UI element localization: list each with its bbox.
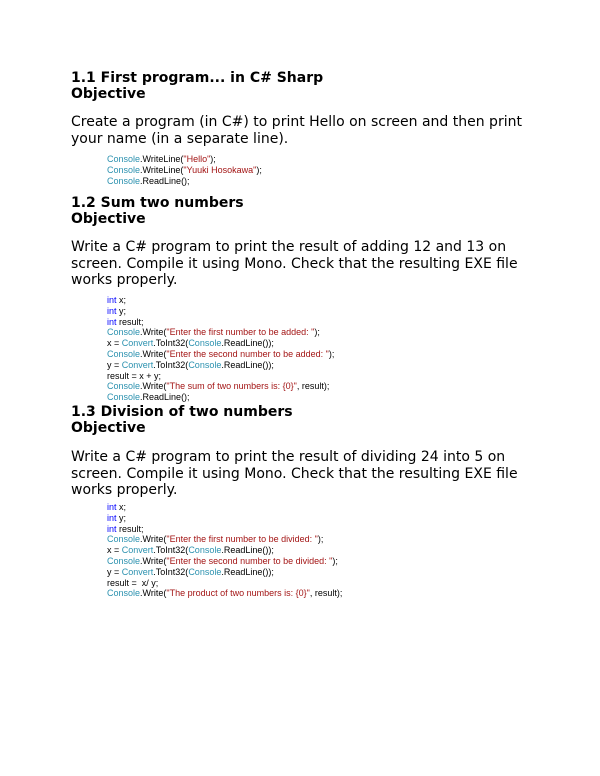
code-line <box>107 502 342 513</box>
code-token: "Enter the first number to be added: " <box>166 327 315 338</box>
code-line <box>107 545 342 556</box>
code-token: .Write( <box>140 327 167 338</box>
code-token: .ReadLine()); <box>221 338 274 349</box>
section-2-heading <box>71 195 541 227</box>
code-token: Console <box>188 566 222 577</box>
code-token: int <box>107 502 117 512</box>
code-token: int <box>107 305 117 316</box>
code-line <box>107 567 342 578</box>
code-line <box>107 154 262 165</box>
code-line <box>107 176 262 187</box>
code-token: int <box>107 512 117 523</box>
code-token: "Enter the second number to be added: " <box>166 348 329 359</box>
code-token: "The product of two numbers is: {0}" <box>166 588 310 599</box>
code-token: Console <box>188 338 222 349</box>
code-token: int <box>107 316 117 327</box>
code-token: "Hello" <box>183 154 211 164</box>
code-line <box>107 588 342 599</box>
code-token: Convert <box>121 359 154 370</box>
code-token: .ReadLine(); <box>140 392 190 403</box>
code-block <box>107 502 342 599</box>
section-subtitle: Objective <box>71 211 146 227</box>
code-line <box>107 165 262 176</box>
code-line <box>107 360 334 371</box>
section-title: 1.3 Division of two numbers <box>71 404 293 420</box>
code-token: Console <box>107 327 141 338</box>
code-token: Console <box>188 359 222 370</box>
code-token: Console <box>107 588 141 599</box>
code-token: .ToInt32( <box>153 545 189 556</box>
code-token: int <box>107 523 117 534</box>
code-token: y = <box>107 566 122 577</box>
code-line <box>107 513 342 524</box>
code-token: Console <box>107 534 141 545</box>
code-token: .Write( <box>140 588 167 599</box>
code-line <box>107 327 334 338</box>
code-block <box>107 154 262 186</box>
code-token: Console <box>107 154 141 164</box>
section-1-heading <box>71 70 541 102</box>
code-token: "Enter the second number to be divided: " <box>166 555 333 566</box>
code-token: x; <box>116 502 127 512</box>
code-token: result = x/ y; <box>107 577 159 588</box>
code-token: .ReadLine()); <box>221 545 274 556</box>
code-token: .Write( <box>140 381 167 392</box>
code-token: int <box>107 295 117 305</box>
code-token: ); <box>317 534 324 545</box>
code-line <box>107 392 334 403</box>
section-subtitle: Objective <box>71 86 146 102</box>
code-line <box>107 295 334 306</box>
section-1-description <box>71 114 541 147</box>
code-token: x = <box>107 338 122 349</box>
code-token: "The sum of two numbers is: {0}" <box>166 381 297 392</box>
code-token: .ToInt32( <box>153 566 189 577</box>
code-token: ); <box>314 327 320 338</box>
code-token: .ReadLine()); <box>221 359 274 370</box>
code-token: Console <box>107 555 141 566</box>
code-line <box>107 578 342 589</box>
code-token: Convert <box>121 566 154 577</box>
code-token: .ReadLine(); <box>140 175 190 186</box>
code-token: .Write( <box>140 555 167 566</box>
code-token: .WriteLine( <box>140 154 184 164</box>
code-token: , result); <box>296 381 330 392</box>
code-token: Convert <box>121 545 154 556</box>
code-token: x; <box>116 295 127 305</box>
code-token: y; <box>116 512 127 523</box>
code-token: .ToInt32( <box>153 338 189 349</box>
code-token: Console <box>107 175 141 186</box>
code-token: .ReadLine()); <box>221 566 274 577</box>
section-2-description <box>71 239 541 289</box>
code-token: result; <box>116 523 144 534</box>
code-token: Console <box>188 545 222 556</box>
code-token: Console <box>107 381 141 392</box>
section-3-heading <box>71 404 541 436</box>
section-3-description <box>71 449 541 499</box>
code-token: x = <box>107 545 122 556</box>
code-line <box>107 317 334 328</box>
description-text: Create a program (in C#) to print Hello on screen and then print your name (in a separate line). <box>71 114 522 147</box>
code-token: .Write( <box>140 534 167 545</box>
code-token: result = x + y; <box>107 370 162 381</box>
code-token: ); <box>256 164 262 175</box>
code-token: result; <box>116 316 144 327</box>
code-token: Console <box>107 348 141 359</box>
code-token: Console <box>107 392 141 403</box>
section-subtitle: Objective <box>71 420 146 436</box>
code-line <box>107 338 334 349</box>
description-text: Write a C# program to print the result of adding 12 and 13 on screen. Compile it using Mono. Check that the resulting EXE file works properly. <box>71 239 518 288</box>
code-token: Console <box>107 164 141 175</box>
code-line <box>107 381 334 392</box>
code-line <box>107 556 342 567</box>
code-token: ); <box>210 154 216 164</box>
code-token: , result); <box>309 588 343 599</box>
section-title: 1.2 Sum two numbers <box>71 195 244 211</box>
code-line <box>107 306 334 317</box>
code-token: ); <box>332 555 338 566</box>
code-token: y; <box>116 305 127 316</box>
code-line <box>107 524 342 535</box>
section-title: 1.1 First program... in C# Sharp <box>71 70 324 86</box>
code-token: ); <box>328 348 335 359</box>
code-token: .Write( <box>140 348 167 359</box>
code-token: Convert <box>121 338 154 349</box>
code-line <box>107 534 342 545</box>
code-token: .ToInt32( <box>153 359 189 370</box>
code-token: "Yuuki Hosokawa" <box>183 164 257 175</box>
description-text: Write a C# program to print the result of dividing 24 into 5 on screen. Compile it using Mono. Check that the resulting EXE file works properly. <box>71 449 518 498</box>
code-token: "Enter the first number to be divided: " <box>166 534 318 545</box>
code-block <box>107 295 334 403</box>
code-token: y = <box>107 359 122 370</box>
code-line <box>107 349 334 360</box>
code-token: .WriteLine( <box>140 164 184 175</box>
code-line <box>107 371 334 382</box>
